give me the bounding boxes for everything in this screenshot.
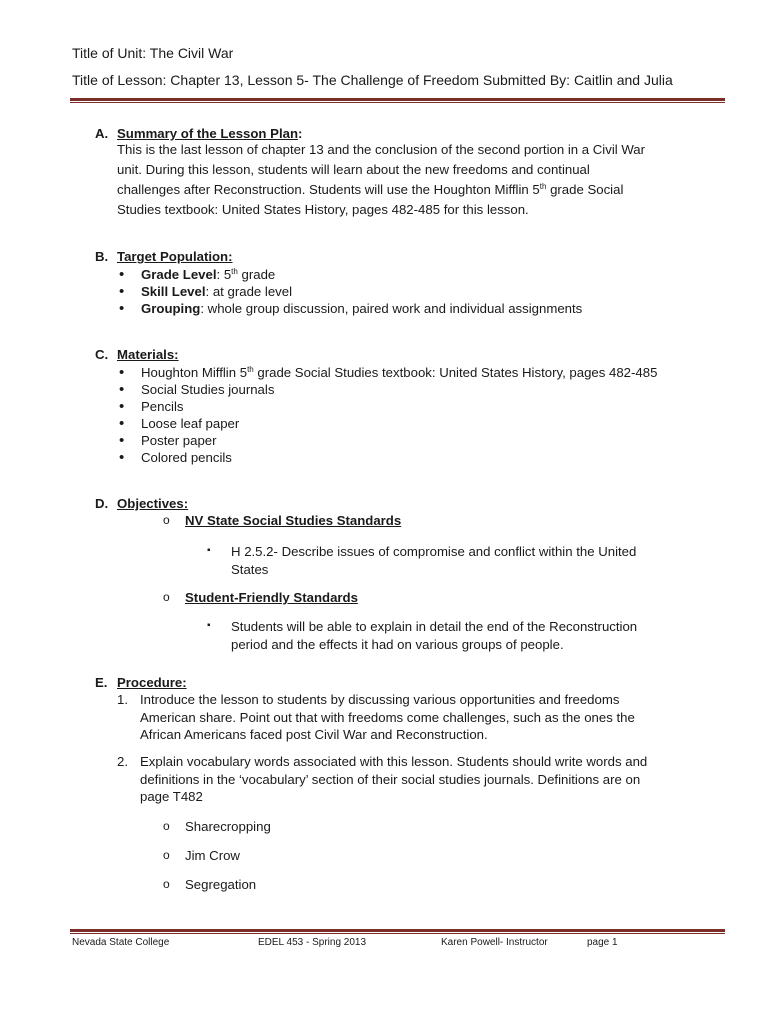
footer-page-number: page 1 (587, 937, 618, 948)
circle-bullet-icon: o (163, 877, 170, 891)
square-bullet-icon: ▪ (207, 545, 211, 556)
section-b-title: Target Population: (117, 249, 233, 264)
section-c-title: Materials: (117, 347, 179, 362)
list-item: • Loose leaf paper (117, 415, 657, 432)
circle-bullet-icon: o (163, 819, 170, 833)
section-a-heading: A. Summary of the Lesson Plan: (95, 126, 303, 141)
section-e-title: Procedure: (117, 675, 187, 690)
summary-line: challenges after Reconstruction. Students will use the Houghton Mifflin 5th grade Social (117, 182, 624, 197)
section-a-letter: A. (95, 126, 109, 141)
section-e-heading: E. Procedure: (95, 675, 187, 690)
footer-instructor: Karen Powell- Instructor (441, 937, 548, 948)
list-item: • Grade Level: 5th grade (117, 266, 582, 283)
circle-bullet-icon: o (163, 848, 170, 862)
target-population-list (117, 266, 582, 317)
summary-line: This is the last lesson of chapter 13 and the conclusion of the second portion in a Civil War (117, 142, 646, 157)
section-a-summary (117, 140, 727, 220)
circle-bullet-icon: o (163, 590, 170, 604)
list-item: • Poster paper (117, 432, 657, 449)
section-a-title: Summary of the Lesson Plan (117, 126, 299, 141)
circle-bullet-icon: o (163, 513, 170, 527)
summary-line: unit. During this lesson, students will learn about the new freedoms and continual (117, 162, 590, 177)
section-d-title: Objectives: (117, 496, 189, 511)
square-bullet-icon: ▪ (207, 620, 211, 631)
header-rule (70, 98, 725, 103)
list-item: • Houghton Mifflin 5th grade Social Studies textbook: United States History, pages 482-485 (117, 364, 657, 381)
footer-college: Nevada State College (72, 937, 170, 948)
section-c-heading: C. Materials: (95, 347, 179, 362)
list-item: • Skill Level: at grade level (117, 283, 582, 300)
section-b-heading: B. Target Population: (95, 249, 233, 264)
section-d-heading: D. Objectives: (95, 496, 189, 511)
list-item: • Colored pencils (117, 449, 657, 466)
list-item: • Grouping: whole group discussion, paired work and individual assignments (117, 300, 582, 317)
footer-rule (70, 929, 725, 934)
footer-course: EDEL 453 - Spring 2013 (258, 937, 367, 948)
unit-title: Title of Unit: The Civil War (72, 45, 234, 61)
summary-line: Studies textbook: United States History, pages 482-485 for this lesson. (117, 202, 529, 217)
list-item: • Social Studies journals (117, 381, 657, 398)
list-item: • Pencils (117, 398, 657, 415)
lesson-title: Title of Lesson: Chapter 13, Lesson 5- The Challenge of Freedom Submitted By: Caitlin and Julia (72, 72, 673, 88)
materials-list (117, 364, 657, 466)
